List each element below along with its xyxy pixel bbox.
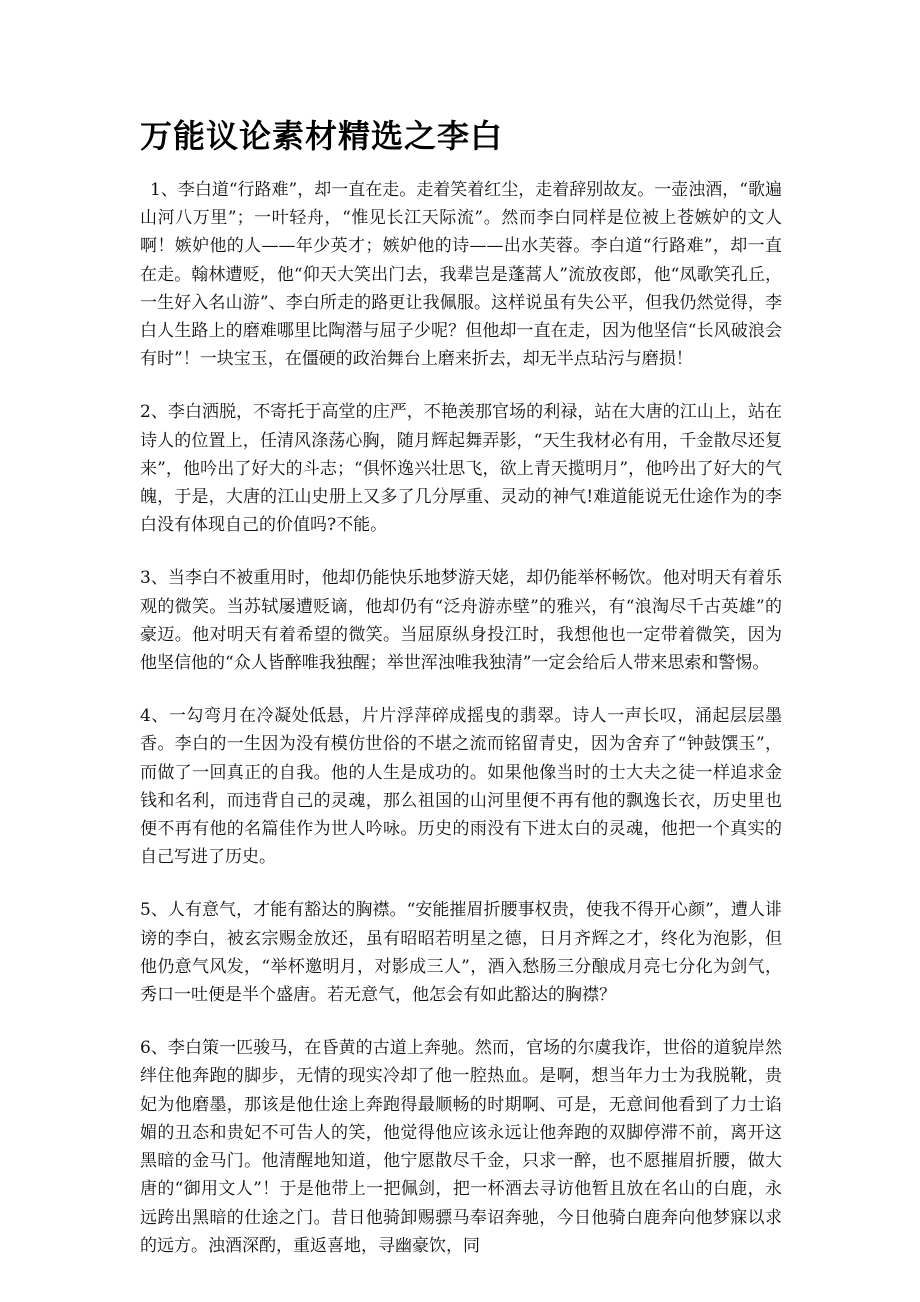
paragraph-2: 2、李白洒脱，不寄托于高堂的庄严，不艳羡那官场的利禄，站在大唐的江山上，站在诗人的位置上，任清风涤荡心胸，随月辉起舞弄影，“天生我材必有用，千金散尽还复来”，他吟出了好大的斗志；“俱怀逸兴壮思飞，欲上青天揽明月”，他吟出了好大的气魄，于是，大唐的江山史册上又多了几分厚重、灵动的神气!难道能说无仕途作为的李白没有体现自己的价值吗?不能。 <box>140 402 782 536</box>
paragraph-4: 4、一勾弯月在冷凝处低悬，片片浮萍碎成摇曳的翡翠。诗人一声长叹，涌起层层墨香。李白的一生因为没有模仿世俗的不堪之流而铭留青史，因为舍弃了“钟鼓馔玉”，而做了一回真正的自我。他的人生是成功的。如果他像当时的士大夫之徒一样追求金钱和名利，而违背自己的灵魂，那么祖国的山河里便不再有他的飘逸长衣，历史里也便不再有他的名篇佳作为世人吟咏。历史的雨没有下进太白的灵魂，他把一个真实的自己写进了历史。 <box>140 706 782 868</box>
paragraph-6: 6、李白策一匹骏马，在昏黄的古道上奔驰。然而，官场的尔虞我诈，世俗的道貌岸然绊住他奔跑的脚步，无情的现实冷却了他一腔热血。是啊，想当年力士为我脱靴，贵妃为他磨墨，那该是他仕途上奔跑得最顺畅的时期啊、可是，无意间他看到了力士谄媚的丑态和贵妃不可告人的笑，他觉得他应该永远让他奔跑的双脚停滞不前，离开这黑暗的金马门。他清醒地知道，他宁愿散尽千金，只求一醉，也不愿摧眉折腰，做大唐的“御用文人”！于是他带上一把佩剑，把一杯酒去寻访他暂且放在名山的白鹿，永远跨出黑暗的仕途之门。昔日他骑卸赐骠马奉诏奔驰，今日他骑白鹿奔向他梦寐以求的远方。浊酒深酌，重返喜地，寻幽豪饮，同 <box>140 1038 782 1256</box>
document-body <box>140 176 782 1285</box>
paragraph-1: 1、李白道“行路难”，却一直在走。走着笑着红尘，走着辞别故友。一壶浊酒，“歌遍山河八万里”；一叶轻舟，“惟见长江天际流”。然而李白同样是位被上苍嫉妒的文人啊！嫉妒他的人——年少英才；嫉妒他的诗——出水芙蓉。李白道“行路难”，却一直在走。翰林遭贬，他“仰天大笑出门去，我辈岂是蓬蒿人”流放夜郎，他“凤歌笑孔丘，一生好入名山游”、李白所走的路更让我佩服。这样说虽有失公平，但我仍然觉得，李白人生路上的磨难哪里比陶潜与屈子少呢？但他却一直在走，因为他坚信“长风破浪会有时”！一块宝玉，在僵硬的政治舞台上磨来折去，却无半点玷污与磨损！ <box>140 180 782 370</box>
document-title: 万能议论素材精选之李白 <box>140 117 504 155</box>
paragraph-3: 3、当李白不被重用时，他却仍能快乐地梦游天姥，却仍能举杯畅饮。他对明天有着乐观的微笑。当苏轼屡遭贬谪，他却仍有“泛舟游赤壁”的雅兴，有“浪淘尽千古英雄”的豪迈。他对明天有着希望的微笑。当屈原纵身投江时，我想他也一定带着微笑，因为他坚信他的“众人皆醉唯我独醒；举世浑浊唯我独清”一定会给后人带来思索和警惕。 <box>140 568 782 674</box>
paragraph-5: 5、人有意气，才能有豁达的胸襟。“安能摧眉折腰事权贵，使我不得开心颜”，遭人诽谤的李白，被玄宗赐金放还，虽有昭昭若明星之德，日月齐辉之才，终化为泡影，但他仍意气风发，“举杯邀明月，对影成三人”，酒入愁肠三分酿成月亮七分化为剑气，秀口一吐便是半个盛唐。若无意气，他怎会有如此豁达的胸襟？ <box>140 900 782 1006</box>
